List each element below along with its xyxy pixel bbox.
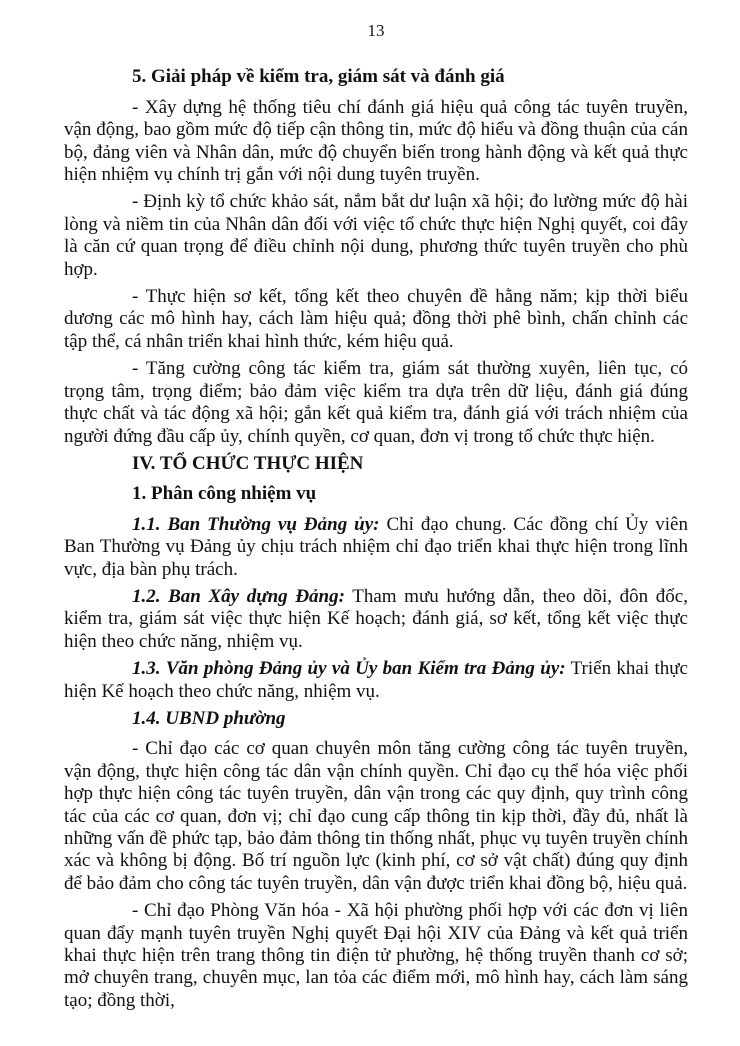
paragraph-1-2-lead: 1.2. Ban Xây dựng Đảng: [132,585,345,607]
paragraph-periodic-survey: - Định kỳ tổ chức khảo sát, nắm bắt dư luận xã hội; đo lường mức độ hài lòng và niềm tin của Nhân dân đối với việc tổ chức thực hiện Nghị quyết, coi đây là căn cứ quan trọng để điều chỉnh nội dung, phương thức tuyên truyền cho phù hợp. [64,191,688,280]
page-number: 13 [367,21,385,40]
paragraph-1-2-body: Tham mưu hướng dẫn, theo dõi, đôn đốc, kiểm tra, giám sát việc thực hiện Kế hoạch; đánh giá, sơ kết, tổng kết việc thực hiện theo chức năng, nhiệm vụ. [64,585,688,652]
paragraph-evaluation-criteria: - Xây dựng hệ thống tiêu chí đánh giá hiệu quả công tác tuyên truyền, vận động, bao gồm mức độ tiếp cận thông tin, mức độ hiểu và đồng thuận của cán bộ, đảng viên và Nhân dân, mức độ chuyển biến trong hành động và kết quả thực hiện nhiệm vụ chính trị gắn với nội dung tuyên truyền. [64,96,688,186]
paragraph-1-3 [64,658,688,703]
paragraph-ubnd-direction: - Chỉ đạo các cơ quan chuyên môn tăng cường công tác tuyên truyền, vận động, thực hiện công tác dân vận chính quyền. Chỉ đạo cụ thể hóa việc phối hợp thực hiện công tác tuyên truyền, dân vận trong các quy định, quy trình công tác của các cơ quan, đơn vị; chỉ đạo cung cấp thông tin kịp thời, đầy đủ, nhất là những vấn đề phức tạp, bảo đảm thông tin thống nhất, phục vụ tuyên truyền chính xác và không bị động. Bố trí nguồn lực (kinh phí, cơ sở vật chất) đúng quy định để bảo đảm cho công tác tuyên truyền, dân vận được triển khai đồng bộ, hiệu quả. [64,738,688,894]
paragraph-1-3-lead: 1.3. Văn phòng Đảng ủy và Ủy ban Kiểm tra Đảng ủy: [132,658,566,680]
paragraph-1-2 [64,586,688,653]
section-iv-heading: IV. TỔ CHỨC THỰC HIỆN [132,452,364,474]
subsection-1-4-heading: 1.4. UBND phường [132,707,286,729]
section-5-heading: 5. Giải pháp về kiểm tra, giám sát và đánh giá [132,66,505,88]
paragraph-1-3-body: Triển khai thực hiện Kế hoạch theo chức năng, nhiệm vụ. [64,658,688,702]
paragraph-1-1-lead: 1.1. Ban Thường vụ Đảng ủy: [132,513,380,535]
subsection-1-heading: 1. Phân công nhiệm vụ [132,483,317,505]
paragraph-review-commendation: - Thực hiện sơ kết, tổng kết theo chuyên đề hằng năm; kịp thời biểu dương các mô hình hay, cách làm hiệu quả; đồng thời phê bình, chấn chỉnh các tập thể, cá nhân triển khai hình thức, kém hiệu quả. [64,286,688,352]
paragraph-1-1-body: Chỉ đạo chung. Các đồng chí Ủy viên Ban Thường vụ Đảng ủy chịu trách nhiệm chỉ đạo triển khai thực hiện trong lĩnh vực, địa bàn phụ trách. [64,513,688,580]
paragraph-inspection-supervision: - Tăng cường công tác kiểm tra, giám sát thường xuyên, liên tục, có trọng tâm, trọng điểm; bảo đảm việc kiểm tra dựa trên dữ liệu, đánh giá đúng thực chất và tác động xã hội; gắn kết quả kiểm tra, đánh giá với trách nhiệm của người đứng đầu cấp ủy, chính quyền, cơ quan, đơn vị trong tổ chức thực hiện. [64,358,688,447]
paragraph-1-1 [64,514,688,581]
paragraph-culture-society-office: - Chỉ đạo Phòng Văn hóa - Xã hội phường phối hợp với các đơn vị liên quan đẩy mạnh tuyên truyền Nghị quyết Đại hội XIV của Đảng và kết quả triển khai thực hiện trên trang thông tin điện tử phường, hệ thống truyền thanh cơ sở; mở chuyên trang, chuyên mục, lan tỏa các điểm mới, mô hình hay, cách làm sáng tạo; đồng thời, [64,900,688,1011]
